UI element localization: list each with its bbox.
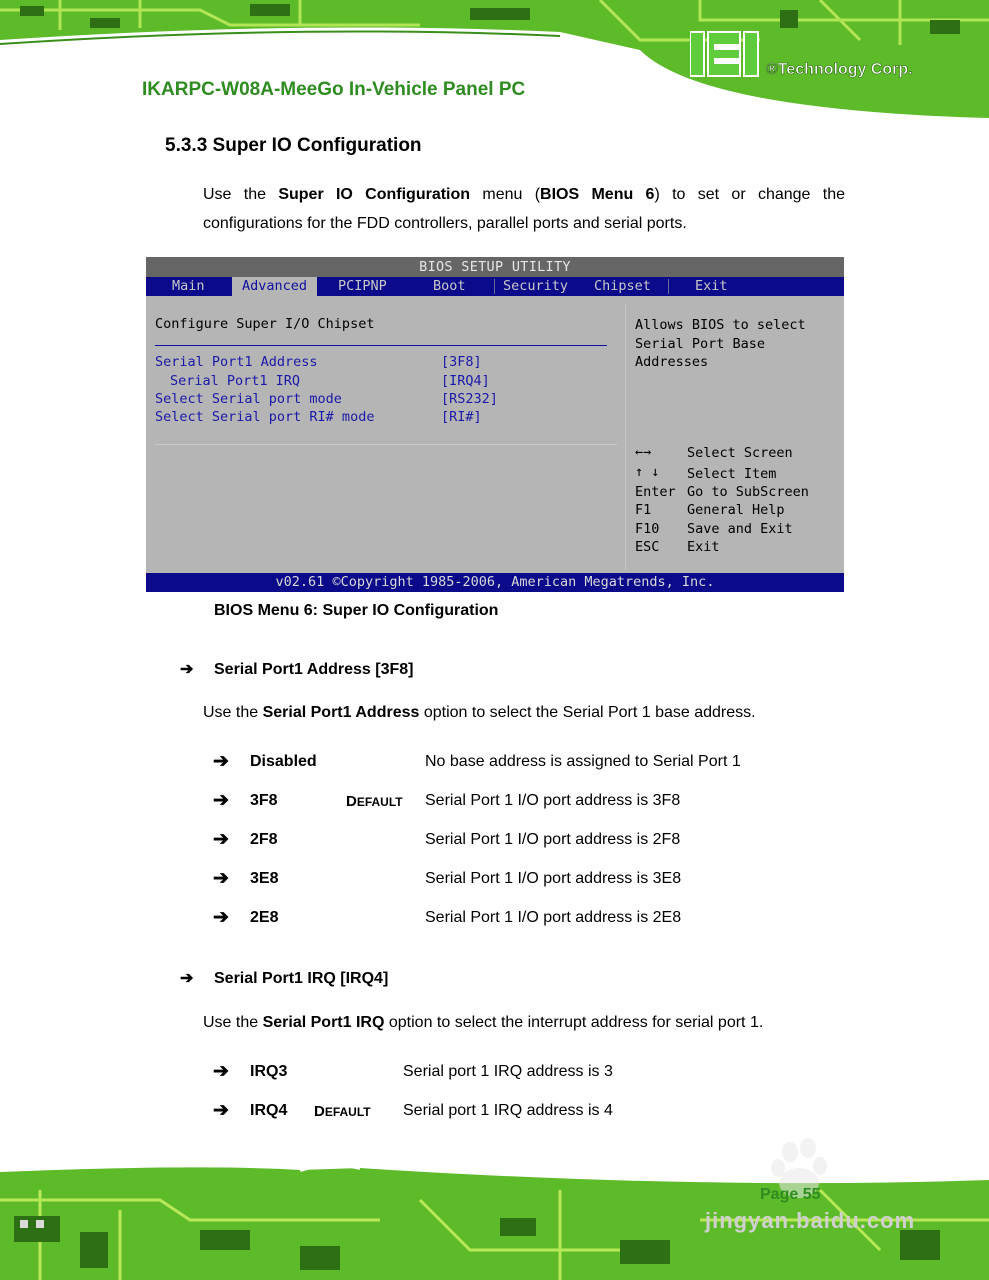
bios-value-serial-port-mode[interactable]: [RS232] [441,391,498,407]
right-arrow-icon: ➔ [213,790,229,811]
bios-option-serial-port1-irq[interactable]: Serial Port1 IRQ [170,373,301,389]
bios-tab-pcipnp[interactable]: PCIPNP [338,278,387,294]
bios-key-esc: ESC [635,539,660,555]
bios-key-arrows-ud: ↑ ↓ [635,464,660,480]
iei-logo [690,28,960,90]
list-item: ➔ Disabled No base address is assigned to Serial Port 1 [213,751,741,772]
right-arrow-icon: ➔ [213,1061,229,1082]
bios-tab-divider [668,279,669,294]
bios-option-serial-port-mode[interactable]: Select Serial port mode [155,391,342,407]
right-arrow-icon: ➔ [180,661,194,678]
right-arrow-icon: ➔ [180,970,194,987]
list-item: ➔ IRQ4 DEFAULT Serial port 1 IRQ address is 4 [213,1100,613,1121]
bios-tab-exit[interactable]: Exit [695,278,728,294]
bios-section-title: Configure Super I/O Chipset [155,316,375,332]
page-number: Page 55 [760,1186,821,1203]
bios-help-text: Allows BIOS to select Serial Port Base Addresses [635,317,806,370]
figure-caption: BIOS Menu 6: Super IO Configuration [214,602,499,619]
bios-key-f10: F10 [635,521,660,537]
bios-value-serial-port1-irq[interactable]: [IRQ4] [441,373,490,389]
bios-value-serial-port-ri-mode[interactable]: [RI#] [441,409,482,425]
watermark-text: jingyan.baidu.com [705,1208,916,1233]
bios-tab-chipset[interactable]: Chipset [594,278,651,294]
address-description: Use the Serial Port1 Address option to select the Serial Port 1 base address. [203,704,756,721]
address-subheading: ➔ Serial Port1 Address [3F8] [180,661,414,678]
bios-key-desc: Go to SubScreen [687,484,809,500]
right-arrow-icon: ➔ [213,1100,229,1121]
bios-value-serial-port1-address[interactable]: [3F8] [441,354,482,370]
bios-tab-main[interactable]: Main [172,278,205,294]
right-arrow-icon: ➔ [213,907,229,928]
bios-tab-boot[interactable]: Boot [433,278,466,294]
bios-option-serial-port-ri-mode[interactable]: Select Serial port RI# mode [155,409,375,425]
bios-key-desc: Exit [687,539,720,555]
bios-key-desc: General Help [687,502,785,518]
right-arrow-icon: ➔ [213,868,229,889]
document-title: IKARPC-W08A-MeeGo In-Vehicle Panel PC [142,79,526,100]
bios-divider [155,444,617,445]
bios-title: BIOS SETUP UTILITY [146,257,844,277]
bios-option-serial-port1-address[interactable]: Serial Port1 Address [155,354,318,370]
bios-menu-bar [146,277,844,296]
list-item: ➔ 2E8 Serial Port 1 I/O port address is 2E8 [213,907,682,928]
logo-text: ®Technology Corp. [766,61,913,78]
bios-tab-divider [494,279,495,294]
bios-panel-divider [625,304,626,570]
right-arrow-icon: ➔ [213,829,229,850]
bios-key-f1: F1 [635,502,652,518]
default-badge: DEFAULT [314,1103,371,1120]
right-arrow-icon: ➔ [213,751,229,772]
bios-key-desc: Save and Exit [687,521,793,537]
intro-paragraph: Use the Super IO Configuration menu (BIOS Menu 6) to set or change the configurations for the FDD controllers, parallel ports and serial ports. [203,186,846,232]
section-title: 5.3.3 Super IO Configuration [165,135,422,156]
default-badge: DEFAULT [346,793,403,810]
bios-screenshot [146,257,844,592]
list-item: ➔ 2F8 Serial Port 1 I/O port address is 2F8 [213,829,681,850]
bios-key-desc: Select Item [687,466,777,482]
bios-tab-advanced[interactable]: Advanced [232,277,317,296]
irq-description: Use the Serial Port1 IRQ option to select the interrupt address for serial port 1. [203,1014,764,1031]
page-header [0,0,989,118]
list-item: ➔ IRQ3 Serial port 1 IRQ address is 3 [213,1061,613,1082]
list-item: ➔ 3E8 Serial Port 1 I/O port address is 3E8 [213,868,682,889]
bios-key-desc: Select Screen [687,445,793,461]
bios-key-enter: Enter [635,484,676,500]
bios-key-arrows-lr: ←→ [635,444,652,460]
irq-subheading: ➔ Serial Port1 IRQ [IRQ4] [180,970,389,987]
bios-divider [155,345,607,346]
list-item: ➔ 3F8 DEFAULT Serial Port 1 I/O port address is 3F8 [213,790,681,811]
bios-copyright-bar: v02.61 ©Copyright 1985-2006, American Megatrends, Inc. [146,573,844,592]
bios-tab-security[interactable]: Security [503,278,569,294]
